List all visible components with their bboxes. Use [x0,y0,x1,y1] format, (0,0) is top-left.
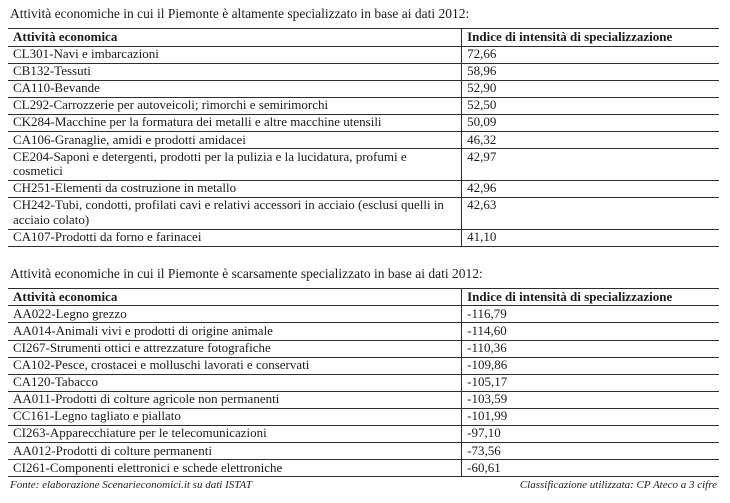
index-cell: -110,36 [462,340,719,357]
table-row [8,340,719,357]
page-footer [8,477,719,492]
index-cell: 58,96 [462,63,719,80]
activity-cell: AA012-Prodotti di colture permanenti [8,443,462,460]
index-cell: 50,09 [462,114,719,131]
index-cell: -105,17 [462,374,719,391]
index-cell: -60,61 [462,460,719,477]
source-note: Fonte: elaborazione Scenarieconomici.it su dati ISTAT [10,479,252,492]
specialization-table-high [8,28,719,247]
index-cell: -101,99 [462,408,719,425]
index-cell: -103,59 [462,391,719,408]
page-title-low-specialization: Attività economiche in cui il Piemonte è scarsamente specializzato in base ai dati 2012: [10,265,483,281]
activity-cell: CB132-Tessuti [8,63,462,80]
index-cell: -114,60 [462,323,719,340]
activity-cell: CA106-Granaglie, amidi e prodotti amidacei [8,132,462,149]
activity-cell: CA107-Prodotti da forno e farinacei [8,229,462,246]
activity-cell: AA011-Prodotti di colture agricole non permanenti [8,391,462,408]
column-header-activity: Attività economica [8,288,462,306]
table-row [8,132,719,149]
column-header-index: Indice di intensità di specializzazione [462,29,719,47]
table-row [8,425,719,442]
table-row [8,323,719,340]
table-row [8,46,719,63]
activity-cell: CI263-Apparecchiature per le telecomunicazioni [8,425,462,442]
activity-cell: CK284-Macchine per la formatura dei metalli e altre macchine utensili [8,114,462,131]
index-cell: 41,10 [462,229,719,246]
index-cell: 42,97 [462,149,719,181]
activity-cell: CA120-Tabacco [8,374,462,391]
activity-cell: CE204-Saponi e detergenti, prodotti per la pulizia e la lucidatura, profumi e cosmetici [8,149,462,181]
table-row [8,149,719,181]
index-cell: -116,79 [462,306,719,323]
table-header-row [8,288,719,306]
table-row [8,229,719,246]
column-header-index: Indice di intensità di specializzazione [462,288,719,306]
table-row [8,114,719,131]
specialization-table-low [8,288,719,478]
activity-cell: CL292-Carrozzerie per autoveicoli; rimorchi e semirimorchi [8,97,462,114]
index-cell: 72,66 [462,46,719,63]
index-cell: 42,63 [462,197,719,229]
table-row [8,180,719,197]
activity-cell: CC161-Legno tagliato e piallato [8,408,462,425]
column-header-activity: Attività economica [8,29,462,47]
table-row [8,374,719,391]
activity-cell: CI267-Strumenti ottici e attrezzature fotografiche [8,340,462,357]
index-cell: 46,32 [462,132,719,149]
activity-cell: CL301-Navi e imbarcazioni [8,46,462,63]
activity-cell: CA110-Bevande [8,80,462,97]
index-cell: 52,50 [462,97,719,114]
activity-cell: CA102-Pesce, crostacei e molluschi lavorati e conservati [8,357,462,374]
activity-cell: CI261-Componenti elettronici e schede elettroniche [8,460,462,477]
table-row [8,460,719,477]
table-row [8,63,719,80]
table-header-row [8,29,719,47]
index-cell: 42,96 [462,180,719,197]
table-row [8,357,719,374]
table-row [8,197,719,229]
index-cell: -109,86 [462,357,719,374]
activity-cell: CH251-Elementi da costruzione in metallo [8,180,462,197]
table-row [8,306,719,323]
index-cell: -73,56 [462,443,719,460]
table-row [8,408,719,425]
activity-cell: AA014-Animali vivi e prodotti di origine animale [8,323,462,340]
classification-note: Classificazione utilizzata: CP Ateco a 3 cifre [519,479,717,492]
activity-cell: CH242-Tubi, condotti, profilati cavi e relativi accessori in acciaio (esclusi quelli in acciaio colato) [8,197,462,229]
table-row [8,391,719,408]
table-row [8,80,719,97]
activity-cell: AA022-Legno grezzo [8,306,462,323]
page-title-high-specialization: Attività economiche in cui il Piemonte è altamente specializzato in base ai dati 2012: [10,6,470,21]
table-row [8,97,719,114]
table-row [8,443,719,460]
index-cell: -97,10 [462,425,719,442]
index-cell: 52,90 [462,80,719,97]
